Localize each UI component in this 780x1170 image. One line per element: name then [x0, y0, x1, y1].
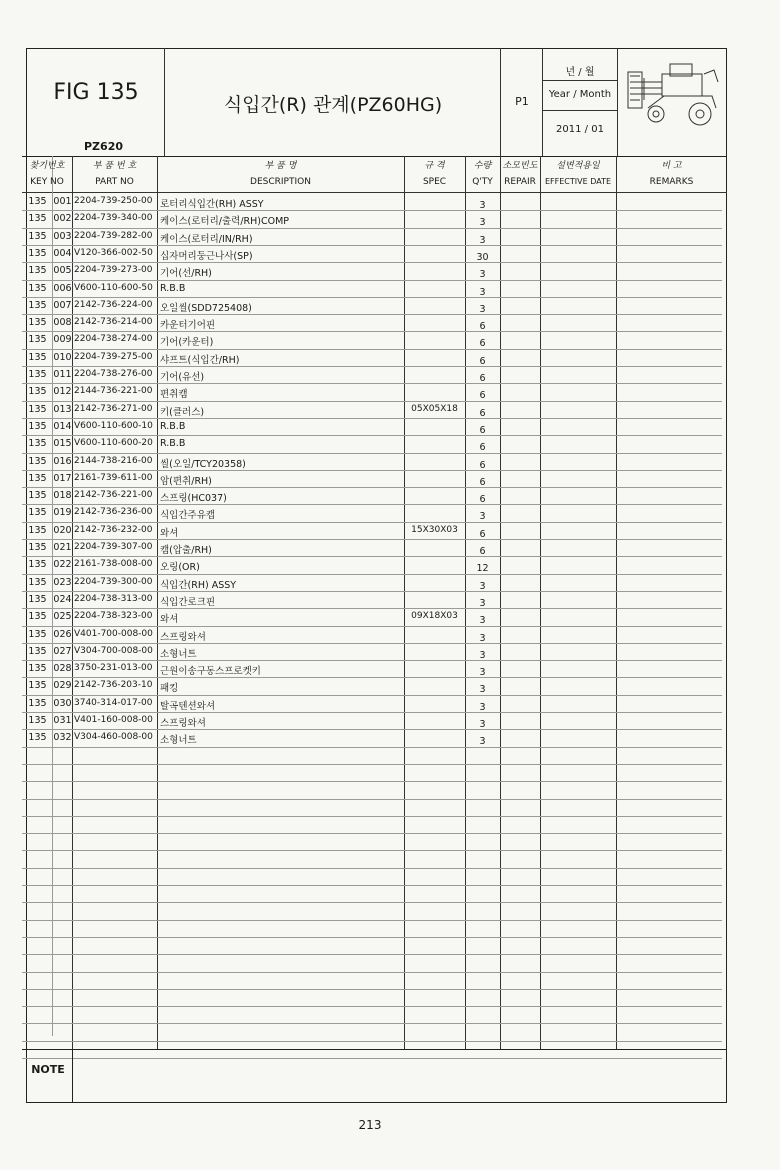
col-header-qty-ko: 수량	[473, 161, 492, 171]
row-rule	[22, 418, 722, 419]
cell-part: 2142-736-236-00	[74, 507, 153, 518]
col-header-desc-en: DESCRIPTION	[250, 177, 311, 187]
row-rule	[22, 556, 722, 557]
cell-part: 2204-739-340-00	[74, 213, 153, 224]
cell-qty: 3	[479, 719, 486, 730]
header-divider	[542, 110, 617, 111]
cell-qty: 6	[479, 546, 486, 557]
cell-key: 015	[53, 438, 72, 450]
cell-part: 2204-739-300-00	[74, 576, 153, 587]
cell-part: V304-700-008-00	[74, 645, 153, 656]
cell-fig: 135	[28, 351, 47, 363]
cell-qty: 6	[479, 321, 486, 333]
cell-key: 003	[53, 230, 72, 242]
cell-desc: R.B.B	[160, 438, 186, 450]
cell-part: 2142-736-271-00	[74, 403, 153, 414]
cell-desc: 소형너트	[160, 648, 197, 660]
col-header-desc-ko: 부 품 명	[264, 161, 297, 171]
year-month-label-en: Year / Month	[548, 89, 612, 100]
row-rule	[22, 747, 722, 748]
row-rule	[22, 920, 722, 921]
cell-desc: 스프링(HC037)	[160, 493, 227, 505]
cell-desc: R.B.B	[160, 420, 186, 432]
cell-spec: 09X18X03	[411, 611, 458, 622]
cell-fig: 135	[28, 196, 47, 207]
page-title: 식입간(R) 관계(PZ60HG)	[223, 94, 443, 116]
cell-key: 025	[53, 611, 72, 623]
cell-part: 2204-739-307-00	[74, 542, 153, 552]
column-line	[404, 156, 405, 1049]
row-rule	[22, 850, 722, 851]
cell-key: 014	[53, 420, 72, 432]
row-rule	[22, 712, 722, 713]
column-line	[616, 156, 617, 1049]
cell-part: 2204-739-282-00	[74, 230, 153, 241]
year-month-value: 2011 / 01	[556, 124, 604, 135]
row-rule	[22, 470, 722, 471]
cell-key: 018	[53, 490, 72, 502]
cell-key: 010	[53, 351, 72, 363]
header-divider	[164, 48, 165, 156]
row-rule	[22, 504, 722, 505]
cell-qty: 6	[479, 476, 486, 488]
year-month-label-ko: 년 / 월	[565, 67, 595, 78]
column-header-rule	[22, 192, 727, 193]
col-header-key-ko: 찾기번호	[29, 161, 65, 171]
row-rule	[22, 660, 722, 661]
col-header-remarks-ko: 비 고	[661, 161, 682, 171]
column-line	[157, 156, 158, 1049]
cell-qty: 3	[479, 649, 486, 661]
cell-key: 002	[53, 213, 72, 225]
cell-desc: 암(편취/RH)	[160, 475, 212, 487]
row-rule	[22, 210, 722, 211]
cell-key: 031	[53, 715, 72, 726]
row-rule	[22, 522, 722, 523]
row-rule	[22, 643, 722, 644]
cell-fig: 135	[28, 559, 47, 571]
cell-qty: 6	[479, 338, 486, 350]
row-rule	[22, 626, 722, 627]
note-label: NOTE	[31, 1063, 65, 1076]
cell-fig: 135	[28, 680, 47, 692]
row-rule	[22, 331, 722, 332]
cell-qty: 6	[479, 390, 486, 402]
cell-part: V401-700-008-00	[74, 628, 153, 639]
row-rule	[22, 401, 722, 402]
cell-part: V600-110-600-10	[74, 420, 153, 431]
column-line	[540, 156, 541, 1049]
row-rule	[22, 937, 722, 938]
row-rule	[22, 1041, 722, 1042]
cell-qty: 3	[479, 234, 486, 246]
cell-fig: 135	[28, 645, 47, 657]
cell-desc: 케이스(로터리/출력/RH)COMP	[160, 216, 290, 228]
cell-desc: 키(클러스)	[160, 406, 205, 418]
cell-part: 3750-231-013-00	[74, 663, 153, 674]
row-rule	[22, 677, 722, 678]
cell-part: 2204-738-274-00	[74, 334, 153, 345]
row-rule	[22, 764, 722, 765]
cell-key: 020	[53, 524, 72, 536]
cell-key: 017	[53, 472, 72, 484]
cell-desc: 근원이송구동스프로켓키	[160, 666, 261, 678]
row-rule	[22, 781, 722, 782]
cell-key: 032	[53, 732, 72, 744]
col-header-repair-ko: 소모빈도	[502, 161, 538, 171]
cell-part: 2204-738-276-00	[74, 369, 153, 379]
cell-part: 2161-739-611-00	[74, 472, 153, 483]
cell-fig: 135	[28, 438, 47, 450]
cell-part: 2161-738-008-00	[74, 559, 153, 570]
cell-part: V600-110-600-20	[74, 438, 153, 449]
cell-spec: 15X30X03	[411, 524, 458, 535]
col-header-effective-ko: 설변적용일	[556, 161, 600, 171]
cell-key: 007	[53, 299, 72, 311]
cell-fig: 135	[28, 628, 47, 640]
cell-fig: 135	[28, 507, 47, 519]
row-rule	[22, 453, 722, 454]
page-number: 213	[358, 1118, 382, 1132]
column-line	[500, 156, 501, 1049]
cell-fig: 135	[28, 230, 47, 242]
cell-key: 027	[53, 645, 72, 657]
cell-desc: 식입간(RH) ASSY	[160, 579, 237, 591]
row-rule	[22, 383, 722, 384]
col-header-spec-en: SPEC	[422, 177, 447, 187]
cell-fig: 135	[28, 576, 47, 588]
cell-key: 026	[53, 628, 72, 640]
cell-desc: 십자머리둥근나사(SP)	[160, 250, 253, 262]
cell-part: V120-366-002-50	[74, 247, 153, 258]
row-rule	[22, 314, 722, 315]
header-bottom-rule	[22, 156, 727, 157]
cell-desc: 샤프트(식입간/RH)	[160, 354, 240, 366]
row-rule	[22, 591, 722, 592]
header-divider	[542, 80, 617, 81]
cell-fig: 135	[28, 490, 47, 502]
cell-part: 2204-739-273-00	[74, 265, 153, 276]
cell-part: 2204-739-250-00	[74, 196, 153, 206]
cell-part: 2144-736-221-00	[74, 386, 153, 397]
cell-qty: 3	[479, 667, 486, 679]
table-bottom-rule	[22, 1049, 727, 1050]
col-header-qty-en: Q'TY	[472, 177, 493, 187]
cell-part: 3740-314-017-00	[74, 697, 153, 708]
cell-fig: 135	[28, 663, 47, 675]
cell-fig: 135	[28, 403, 47, 415]
cell-part: V304-460-008-00	[74, 732, 153, 743]
cell-part: 2144-738-216-00	[74, 455, 153, 466]
cell-fig: 135	[28, 455, 47, 467]
cell-qty: 3	[479, 736, 486, 748]
cell-desc: 와셔	[160, 614, 179, 626]
row-rule	[22, 972, 722, 973]
cell-desc: 스프링와셔	[160, 631, 206, 643]
cell-desc: R.B.B	[160, 282, 186, 294]
cell-qty: 6	[479, 373, 486, 384]
row-rule	[22, 902, 722, 903]
cell-key: 030	[53, 697, 72, 709]
cell-qty: 3	[479, 684, 486, 696]
cell-qty: 3	[479, 632, 486, 644]
cell-fig: 135	[28, 213, 47, 225]
cell-desc: 기어(선/RH)	[160, 268, 212, 280]
cell-desc: 오일씰(SDD725408)	[160, 302, 252, 314]
cell-key: 004	[53, 247, 72, 259]
row-rule	[22, 297, 722, 298]
col-header-remarks-en: REMARKS	[649, 177, 694, 187]
cell-key: 005	[53, 265, 72, 277]
row-rule	[22, 228, 722, 229]
cell-qty: 6	[479, 528, 486, 540]
cell-part: 2142-736-232-00	[74, 524, 153, 535]
cell-qty: 3	[479, 200, 486, 211]
cell-qty: 30	[476, 251, 489, 263]
col-header-spec-ko: 규 격	[424, 161, 445, 171]
cell-part: 2142-736-221-00	[74, 490, 153, 501]
row-rule	[22, 574, 722, 575]
header-divider	[500, 48, 501, 156]
cell-desc: 탈곡텐션와셔	[160, 700, 216, 712]
cell-key: 019	[53, 507, 72, 519]
cell-qty: 3	[479, 615, 486, 627]
figure-number: FIG 135	[53, 80, 139, 105]
row-rule	[22, 989, 722, 990]
cell-qty: 6	[479, 424, 486, 436]
cell-key: 012	[53, 386, 72, 398]
cell-part: 2142-736-203-10	[74, 680, 153, 691]
cell-part: 2204-738-323-00	[74, 611, 153, 622]
cell-desc: 기어(유선)	[160, 372, 205, 383]
cell-fig: 135	[28, 732, 47, 744]
cell-key: 006	[53, 282, 72, 294]
cell-fig: 135	[28, 472, 47, 484]
cell-fig: 135	[28, 334, 47, 346]
cell-qty: 3	[479, 217, 486, 229]
cell-desc: 로터리식입간(RH) ASSY	[160, 199, 264, 210]
row-rule	[22, 349, 722, 350]
row-rule	[22, 608, 722, 609]
row-rule	[22, 1058, 722, 1059]
cell-key: 001	[53, 196, 72, 207]
cell-qty: 6	[479, 355, 486, 367]
cell-key: 029	[53, 680, 72, 692]
cell-key: 024	[53, 593, 72, 605]
row-rule	[22, 245, 722, 246]
cell-fig: 135	[28, 247, 47, 259]
cell-desc: 씰(오일/TCY20358)	[160, 458, 246, 470]
cell-key: 022	[53, 559, 72, 571]
col-header-effective-en: EFFECTIVE DATE	[544, 177, 612, 186]
cell-qty: 12	[476, 563, 489, 575]
cell-part: V401-160-008-00	[74, 715, 153, 725]
cell-desc: 편취캠	[160, 389, 188, 401]
row-rule	[22, 799, 722, 800]
cell-key: 011	[53, 369, 72, 380]
row-rule	[22, 435, 722, 436]
cell-fig: 135	[28, 299, 47, 311]
cell-key: 021	[53, 542, 72, 553]
cell-qty: 3	[479, 286, 486, 298]
cell-key: 028	[53, 663, 72, 675]
cell-key: 008	[53, 317, 72, 329]
cell-fig: 135	[28, 542, 47, 553]
row-rule	[22, 262, 722, 263]
cell-key: 009	[53, 334, 72, 346]
header-divider	[617, 48, 618, 156]
cell-fig: 135	[28, 715, 47, 726]
cell-qty: 3	[479, 269, 486, 281]
row-rule	[22, 366, 722, 367]
cell-fig: 135	[28, 524, 47, 536]
cell-fig: 135	[28, 420, 47, 432]
cell-qty: 3	[479, 701, 486, 713]
row-rule	[22, 868, 722, 869]
cell-fig: 135	[28, 369, 47, 380]
note-divider	[72, 1049, 73, 1103]
cell-part: 2204-739-275-00	[74, 351, 153, 362]
cell-fig: 135	[28, 386, 47, 398]
cell-desc: 패킹	[160, 683, 179, 695]
cell-part: 2142-736-224-00	[74, 299, 153, 310]
cell-desc: 카운터기어핀	[160, 320, 216, 332]
cell-qty: 3	[479, 597, 486, 609]
cell-fig: 135	[28, 697, 47, 709]
cell-desc: 캠(압출/RH)	[160, 545, 212, 556]
cell-desc: 케이스(로터리/IN/RH)	[160, 233, 253, 245]
row-rule	[22, 954, 722, 955]
row-rule	[22, 885, 722, 886]
model-code: PZ620	[84, 140, 123, 153]
tractor-illustration	[620, 52, 726, 142]
cell-desc: 와셔	[160, 527, 179, 539]
cell-qty: 3	[479, 511, 486, 523]
cell-fig: 135	[28, 611, 47, 623]
row-rule	[22, 816, 722, 817]
cell-part: V600-110-600-50	[74, 282, 153, 293]
cell-qty: 6	[479, 494, 486, 506]
cell-fig: 135	[28, 265, 47, 277]
cell-fig: 135	[28, 593, 47, 605]
row-rule	[22, 539, 722, 540]
cell-key: 023	[53, 576, 72, 588]
cell-fig: 135	[28, 282, 47, 294]
row-rule	[22, 729, 722, 730]
row-rule	[22, 280, 722, 281]
col-header-key-en: KEY NO	[30, 177, 64, 187]
cell-qty: 6	[479, 407, 486, 419]
col-header-part-ko: 부 품 번 호	[92, 161, 137, 171]
cell-desc: 식입간로크핀	[160, 596, 216, 608]
cell-fig: 135	[28, 317, 47, 329]
cell-part: 2204-738-313-00	[74, 593, 153, 604]
cell-desc: 식입간주유캡	[160, 510, 216, 522]
row-rule	[22, 833, 722, 834]
cell-desc: 스프링와셔	[160, 718, 206, 729]
col-header-part-en: PART NO	[95, 177, 134, 187]
cell-desc: 기어(카운터)	[160, 337, 214, 349]
cell-qty: 3	[479, 580, 486, 592]
cell-spec: 05X05X18	[411, 403, 458, 414]
cell-desc: 오링(OR)	[160, 562, 200, 574]
cell-qty: 6	[479, 442, 486, 454]
cell-key: 013	[53, 403, 72, 415]
row-rule	[22, 487, 722, 488]
cell-qty: 6	[479, 459, 486, 471]
row-rule	[22, 1023, 722, 1024]
cell-desc: 소형너트	[160, 735, 197, 747]
cell-part: 2142-736-214-00	[74, 317, 153, 328]
row-rule	[22, 1006, 722, 1007]
cell-qty: 3	[479, 303, 486, 315]
column-line	[72, 156, 73, 1049]
cell-key: 016	[53, 455, 72, 467]
col-header-repair-en: REPAIR	[504, 177, 536, 187]
row-rule	[22, 695, 722, 696]
page-label: P1	[515, 95, 529, 108]
